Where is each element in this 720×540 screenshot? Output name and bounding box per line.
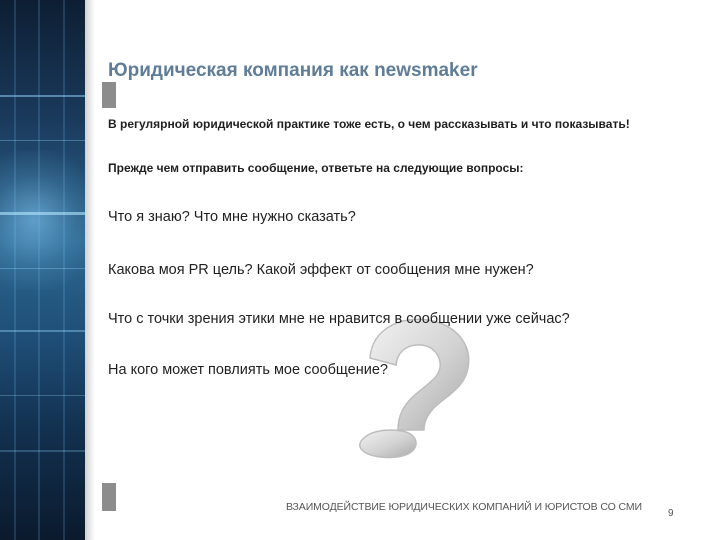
panel-shadow xyxy=(85,0,95,540)
intro-text: В регулярной юридической практике тоже есть, о чем рассказывать и что показывать! xyxy=(108,117,630,131)
panel-line xyxy=(38,0,40,540)
panel-streak xyxy=(0,95,85,97)
panel-streak xyxy=(0,395,85,396)
panel-line xyxy=(63,0,65,540)
panel-streak xyxy=(0,330,85,332)
slide-title: Юридическая компания как newsmaker xyxy=(108,60,478,81)
panel-streak xyxy=(0,268,85,269)
page-number: 9 xyxy=(668,508,674,519)
footer-marker xyxy=(102,483,116,511)
question-mark-icon xyxy=(320,310,490,460)
panel-glow xyxy=(0,150,85,290)
panel-line xyxy=(14,0,16,540)
panel-streak xyxy=(0,212,85,215)
question-item: Что с точки зрения этики мне не нравится в сообщении уже сейчас? xyxy=(108,311,570,327)
title-marker xyxy=(102,82,116,108)
question-item: Что я знаю? Что мне нужно сказать? xyxy=(108,209,356,225)
panel-streak xyxy=(0,140,85,141)
footer-text: ВЗАИМОДЕЙСТВИЕ ЮРИДИЧЕСКИХ КОМПАНИЙ И ЮРИСТОВ СО СМИ xyxy=(286,501,642,513)
panel-streak xyxy=(0,450,85,452)
question-item: На кого может повлиять мое сообщение? xyxy=(108,362,388,378)
side-decorative-panel xyxy=(0,0,85,540)
question-item: Какова моя PR цель? Какой эффект от сообщения мне нужен? xyxy=(108,262,534,278)
prompt-text: Прежде чем отправить сообщение, ответьте на следующие вопросы: xyxy=(108,161,524,175)
